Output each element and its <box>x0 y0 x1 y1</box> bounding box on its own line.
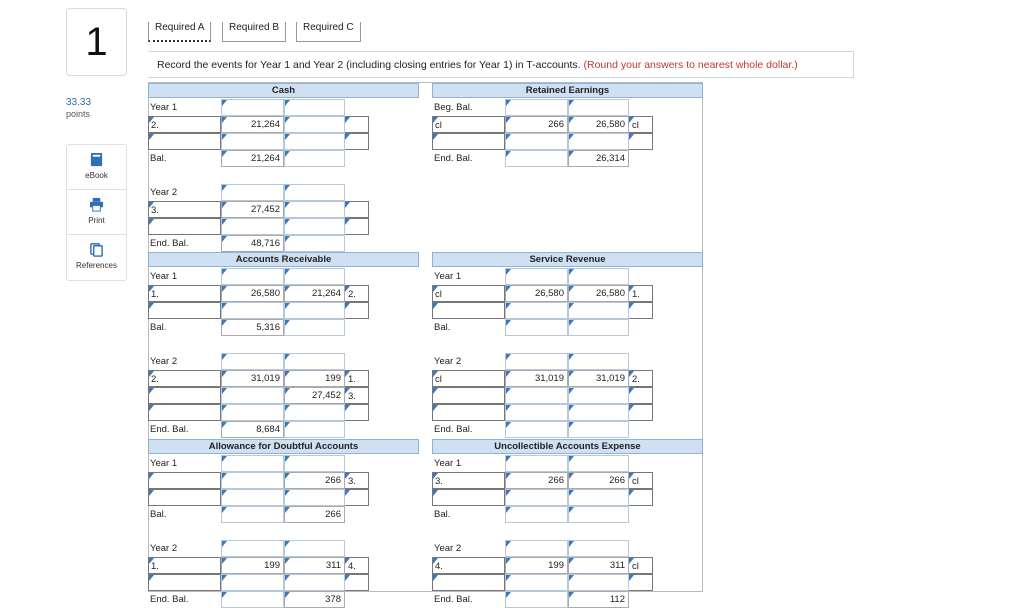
debit-input[interactable]: 26,580 <box>505 285 568 302</box>
instructions <box>157 59 798 71</box>
entry-label: Year 2 <box>150 356 178 367</box>
credit-input[interactable]: 31,019 <box>568 370 629 387</box>
credit-input[interactable] <box>568 421 629 438</box>
entry-label: End. Bal. <box>150 424 189 435</box>
t-account-row <box>432 557 703 574</box>
debit-input[interactable] <box>505 404 568 421</box>
debit-input[interactable]: 199 <box>221 557 284 574</box>
credit-reference[interactable] <box>629 404 653 421</box>
credit-reference[interactable] <box>345 116 369 133</box>
entry-label[interactable] <box>148 218 221 235</box>
debit-input[interactable] <box>221 472 284 489</box>
entry-label[interactable]: 4. <box>432 557 505 574</box>
copy-icon <box>89 242 104 257</box>
cash-title: Cash <box>148 83 419 98</box>
credit-input[interactable] <box>568 540 629 557</box>
credit-input[interactable] <box>284 302 345 319</box>
entry-label: Bal. <box>150 322 167 333</box>
credit-reference[interactable] <box>629 489 653 506</box>
debit-input[interactable]: 266 <box>505 472 568 489</box>
entry-label: End. Bal. <box>150 238 189 249</box>
t-account-row <box>148 489 419 506</box>
debit-input[interactable] <box>221 302 284 319</box>
debit-input[interactable] <box>221 387 284 404</box>
t-account-row <box>148 184 419 201</box>
entry-label: End. Bal. <box>150 594 189 605</box>
t-account-row <box>432 387 703 404</box>
print-label: Print <box>88 216 105 225</box>
t-account-row <box>148 557 419 574</box>
entry-label[interactable] <box>148 489 221 506</box>
entry-label[interactable] <box>432 302 505 319</box>
debit-input[interactable] <box>505 150 568 167</box>
t-account-row <box>148 421 419 438</box>
debit-input[interactable] <box>221 99 284 116</box>
debit-input[interactable]: 31,019 <box>505 370 568 387</box>
t-account-row <box>432 116 703 133</box>
entry-label: Year 1 <box>434 271 462 282</box>
credit-reference[interactable] <box>629 302 653 319</box>
t-account-row <box>432 472 703 489</box>
entry-label[interactable]: 3. <box>148 201 221 218</box>
tab-required-a[interactable]: Required A <box>148 22 211 42</box>
credit-input[interactable] <box>284 404 345 421</box>
entry-label: Year 1 <box>434 458 462 469</box>
debit-input[interactable] <box>505 455 568 472</box>
entry-label: Year 1 <box>150 102 178 113</box>
entry-label: Year 2 <box>434 356 462 367</box>
credit-input[interactable] <box>284 235 345 252</box>
credit-input[interactable] <box>284 133 345 150</box>
debit-input[interactable] <box>221 540 284 557</box>
entry-label[interactable]: cl <box>432 116 505 133</box>
debit-input[interactable]: 199 <box>505 557 568 574</box>
t-account-row <box>148 472 419 489</box>
t-account-row <box>148 574 419 591</box>
entry-label: Year 1 <box>150 271 178 282</box>
credit-input[interactable] <box>284 540 345 557</box>
credit-reference[interactable]: 3. <box>345 387 369 404</box>
credit-reference[interactable]: 4. <box>345 557 369 574</box>
debit-input[interactable] <box>505 387 568 404</box>
debit-input[interactable] <box>505 353 568 370</box>
book-icon <box>89 152 104 167</box>
t-account-row <box>432 302 703 319</box>
t-account-row <box>432 370 703 387</box>
t-account-row <box>148 455 419 472</box>
credit-reference[interactable]: 2. <box>629 370 653 387</box>
credit-input[interactable]: 311 <box>284 557 345 574</box>
credit-input[interactable] <box>568 268 629 285</box>
allowance-title: Allowance for Doubtful Accounts <box>148 439 419 454</box>
debit-input[interactable]: 8,684 <box>221 421 284 438</box>
entry-label[interactable]: 2. <box>148 370 221 387</box>
debit-input[interactable] <box>505 540 568 557</box>
credit-input[interactable] <box>568 506 629 523</box>
entry-label: End. Bal. <box>434 424 473 435</box>
entry-label[interactable] <box>148 387 221 404</box>
t-account-row <box>148 387 419 404</box>
required-tabs <box>148 22 378 48</box>
credit-input[interactable] <box>284 268 345 285</box>
credit-reference[interactable]: 2. <box>345 285 369 302</box>
uncollectible-title: Uncollectible Accounts Expense <box>432 439 703 454</box>
entry-label[interactable]: 1. <box>148 557 221 574</box>
t-account-row <box>432 268 703 285</box>
entry-label[interactable] <box>432 404 505 421</box>
credit-reference[interactable] <box>345 218 369 235</box>
entry-label: End. Bal. <box>434 153 473 164</box>
debit-input[interactable] <box>221 574 284 591</box>
credit-input[interactable] <box>284 489 345 506</box>
credit-input[interactable] <box>284 455 345 472</box>
credit-reference[interactable] <box>345 302 369 319</box>
debit-input[interactable] <box>505 302 568 319</box>
t-account-row <box>148 99 419 116</box>
credit-input[interactable] <box>568 353 629 370</box>
debit-input[interactable] <box>505 133 568 150</box>
ebook-button[interactable] <box>67 145 126 190</box>
retained_earnings-title: Retained Earnings <box>432 83 703 98</box>
debit-input[interactable] <box>505 574 568 591</box>
credit-input[interactable] <box>568 133 629 150</box>
debit-input[interactable]: 5,316 <box>221 319 284 336</box>
entry-label[interactable]: 2. <box>148 116 221 133</box>
debit-input[interactable]: 27,452 <box>221 201 284 218</box>
entry-label[interactable] <box>148 133 221 150</box>
references-label: References <box>76 261 117 270</box>
credit-input[interactable] <box>568 99 629 116</box>
debit-input[interactable]: 21,264 <box>221 116 284 133</box>
credit-reference[interactable] <box>629 574 653 591</box>
debit-input[interactable] <box>221 184 284 201</box>
tab-required-b[interactable]: Required B <box>222 22 286 42</box>
ebook-label: eBook <box>85 171 108 180</box>
t-account-row <box>148 268 419 285</box>
t-account-row <box>432 455 703 472</box>
entry-label[interactable] <box>148 574 221 591</box>
credit-reference[interactable] <box>345 404 369 421</box>
credit-input[interactable] <box>284 150 345 167</box>
credit-input[interactable]: 21,264 <box>284 285 345 302</box>
debit-input[interactable] <box>221 218 284 235</box>
tab-required-c[interactable]: Required C <box>296 22 361 42</box>
entry-label[interactable] <box>432 489 505 506</box>
credit-input[interactable]: 26,580 <box>568 116 629 133</box>
credit-reference[interactable]: cl <box>629 557 653 574</box>
credit-input[interactable]: 311 <box>568 557 629 574</box>
entry-label: Year 2 <box>434 543 462 554</box>
debit-input[interactable]: 31,019 <box>221 370 284 387</box>
t-account-row <box>148 150 419 167</box>
t-account-row <box>148 235 419 252</box>
t-account-row <box>432 421 703 438</box>
debit-input[interactable] <box>221 404 284 421</box>
debit-input[interactable] <box>221 353 284 370</box>
credit-input[interactable]: 27,452 <box>284 387 345 404</box>
debit-input[interactable]: 266 <box>505 116 568 133</box>
credit-reference[interactable] <box>345 489 369 506</box>
t-account-row <box>432 150 703 167</box>
credit-input[interactable]: 266 <box>284 506 345 523</box>
entry-label[interactable] <box>432 133 505 150</box>
t-account-row <box>148 116 419 133</box>
t-account-row <box>432 574 703 591</box>
debit-input[interactable]: 48,716 <box>221 235 284 252</box>
instruction-text: Record the events for Year 1 and Year 2 (including closing entries for Year 1) in T-accounts. <box>157 59 581 71</box>
entry-label[interactable]: 1. <box>148 285 221 302</box>
credit-input[interactable] <box>568 455 629 472</box>
debit-input[interactable] <box>505 319 568 336</box>
credit-reference[interactable]: cl <box>629 116 653 133</box>
t-account-row <box>432 591 703 608</box>
credit-input[interactable] <box>568 489 629 506</box>
credit-reference[interactable]: 1. <box>345 370 369 387</box>
debit-input[interactable] <box>505 421 568 438</box>
entry-label: Year 2 <box>150 187 178 198</box>
entry-label[interactable] <box>148 302 221 319</box>
t-account-row <box>432 133 703 150</box>
debit-input[interactable] <box>505 268 568 285</box>
t-account-row <box>148 201 419 218</box>
credit-reference[interactable] <box>345 133 369 150</box>
points-value: 33.33 <box>66 97 92 108</box>
debit-input[interactable] <box>505 591 568 608</box>
debit-input[interactable] <box>221 591 284 608</box>
credit-input[interactable] <box>284 116 345 133</box>
credit-input[interactable]: 378 <box>284 591 345 608</box>
credit-reference[interactable]: 3. <box>345 472 369 489</box>
t-account-row <box>432 489 703 506</box>
t-account-row <box>432 404 703 421</box>
credit-input[interactable]: 199 <box>284 370 345 387</box>
credit-reference[interactable] <box>345 574 369 591</box>
t-account-row <box>432 319 703 336</box>
credit-input[interactable] <box>568 319 629 336</box>
t-account-row <box>148 506 419 523</box>
entry-label[interactable]: cl <box>432 370 505 387</box>
entry-label[interactable] <box>432 387 505 404</box>
t-account-row <box>148 133 419 150</box>
t-account-row <box>432 99 703 116</box>
entry-label: Year 1 <box>150 458 178 469</box>
credit-input[interactable] <box>568 404 629 421</box>
credit-input[interactable] <box>284 99 345 116</box>
debit-input[interactable]: 21,264 <box>221 150 284 167</box>
debit-input[interactable] <box>221 489 284 506</box>
t-account-row <box>148 285 419 302</box>
t-account-row <box>148 404 419 421</box>
t-account-row <box>148 540 419 557</box>
credit-input[interactable]: 26,314 <box>568 150 629 167</box>
entry-label: Beg. Bal. <box>434 102 473 113</box>
credit-reference[interactable] <box>629 387 653 404</box>
t-account-row <box>148 302 419 319</box>
credit-input[interactable] <box>284 421 345 438</box>
credit-input[interactable]: 26,580 <box>568 285 629 302</box>
question-number: 1 <box>66 8 127 76</box>
t-account-row <box>148 353 419 370</box>
credit-input[interactable]: 112 <box>568 591 629 608</box>
credit-input[interactable] <box>568 302 629 319</box>
credit-reference[interactable]: cl <box>629 472 653 489</box>
entry-label[interactable] <box>148 472 221 489</box>
entry-label[interactable] <box>148 404 221 421</box>
entry-label: Bal. <box>150 509 167 520</box>
credit-input[interactable] <box>284 201 345 218</box>
t-account-row <box>432 540 703 557</box>
t-account-row <box>432 506 703 523</box>
credit-reference[interactable] <box>629 133 653 150</box>
credit-input[interactable] <box>284 184 345 201</box>
references-button[interactable] <box>67 235 126 280</box>
debit-input[interactable] <box>505 99 568 116</box>
t-account-row <box>148 218 419 235</box>
printer-icon <box>89 197 104 212</box>
t-account-row <box>432 353 703 370</box>
entry-label: Bal. <box>150 153 167 164</box>
credit-reference[interactable]: 1. <box>629 285 653 302</box>
entry-label[interactable] <box>432 574 505 591</box>
debit-input[interactable] <box>505 489 568 506</box>
credit-input[interactable] <box>284 574 345 591</box>
credit-input[interactable] <box>284 319 345 336</box>
debit-input[interactable] <box>221 133 284 150</box>
t-account-row <box>432 285 703 302</box>
debit-input[interactable] <box>221 455 284 472</box>
accounts_receivable-title: Accounts Receivable <box>148 252 419 267</box>
service_revenue-title: Service Revenue <box>432 252 703 267</box>
rounding-note: (Round your answers to nearest whole dollar.) <box>583 59 798 71</box>
entry-label: Bal. <box>434 322 451 333</box>
debit-input[interactable] <box>221 506 284 523</box>
debit-input[interactable] <box>221 268 284 285</box>
t-account-row <box>148 319 419 336</box>
entry-label[interactable]: 3. <box>432 472 505 489</box>
tool-panel <box>66 144 127 281</box>
t-account-row <box>148 591 419 608</box>
credit-input[interactable] <box>568 574 629 591</box>
credit-input[interactable]: 266 <box>284 472 345 489</box>
entry-label[interactable]: cl <box>432 285 505 302</box>
credit-input[interactable] <box>284 218 345 235</box>
entry-label: Year 2 <box>150 543 178 554</box>
t-account-row <box>148 370 419 387</box>
points-label: points <box>66 109 91 119</box>
credit-input[interactable] <box>568 387 629 404</box>
credit-input[interactable]: 266 <box>568 472 629 489</box>
print-button[interactable] <box>67 190 126 235</box>
debit-input[interactable] <box>505 506 568 523</box>
credit-reference[interactable] <box>345 201 369 218</box>
debit-input[interactable]: 26,580 <box>221 285 284 302</box>
entry-label: Bal. <box>434 509 451 520</box>
entry-label: End. Bal. <box>434 594 473 605</box>
credit-input[interactable] <box>284 353 345 370</box>
